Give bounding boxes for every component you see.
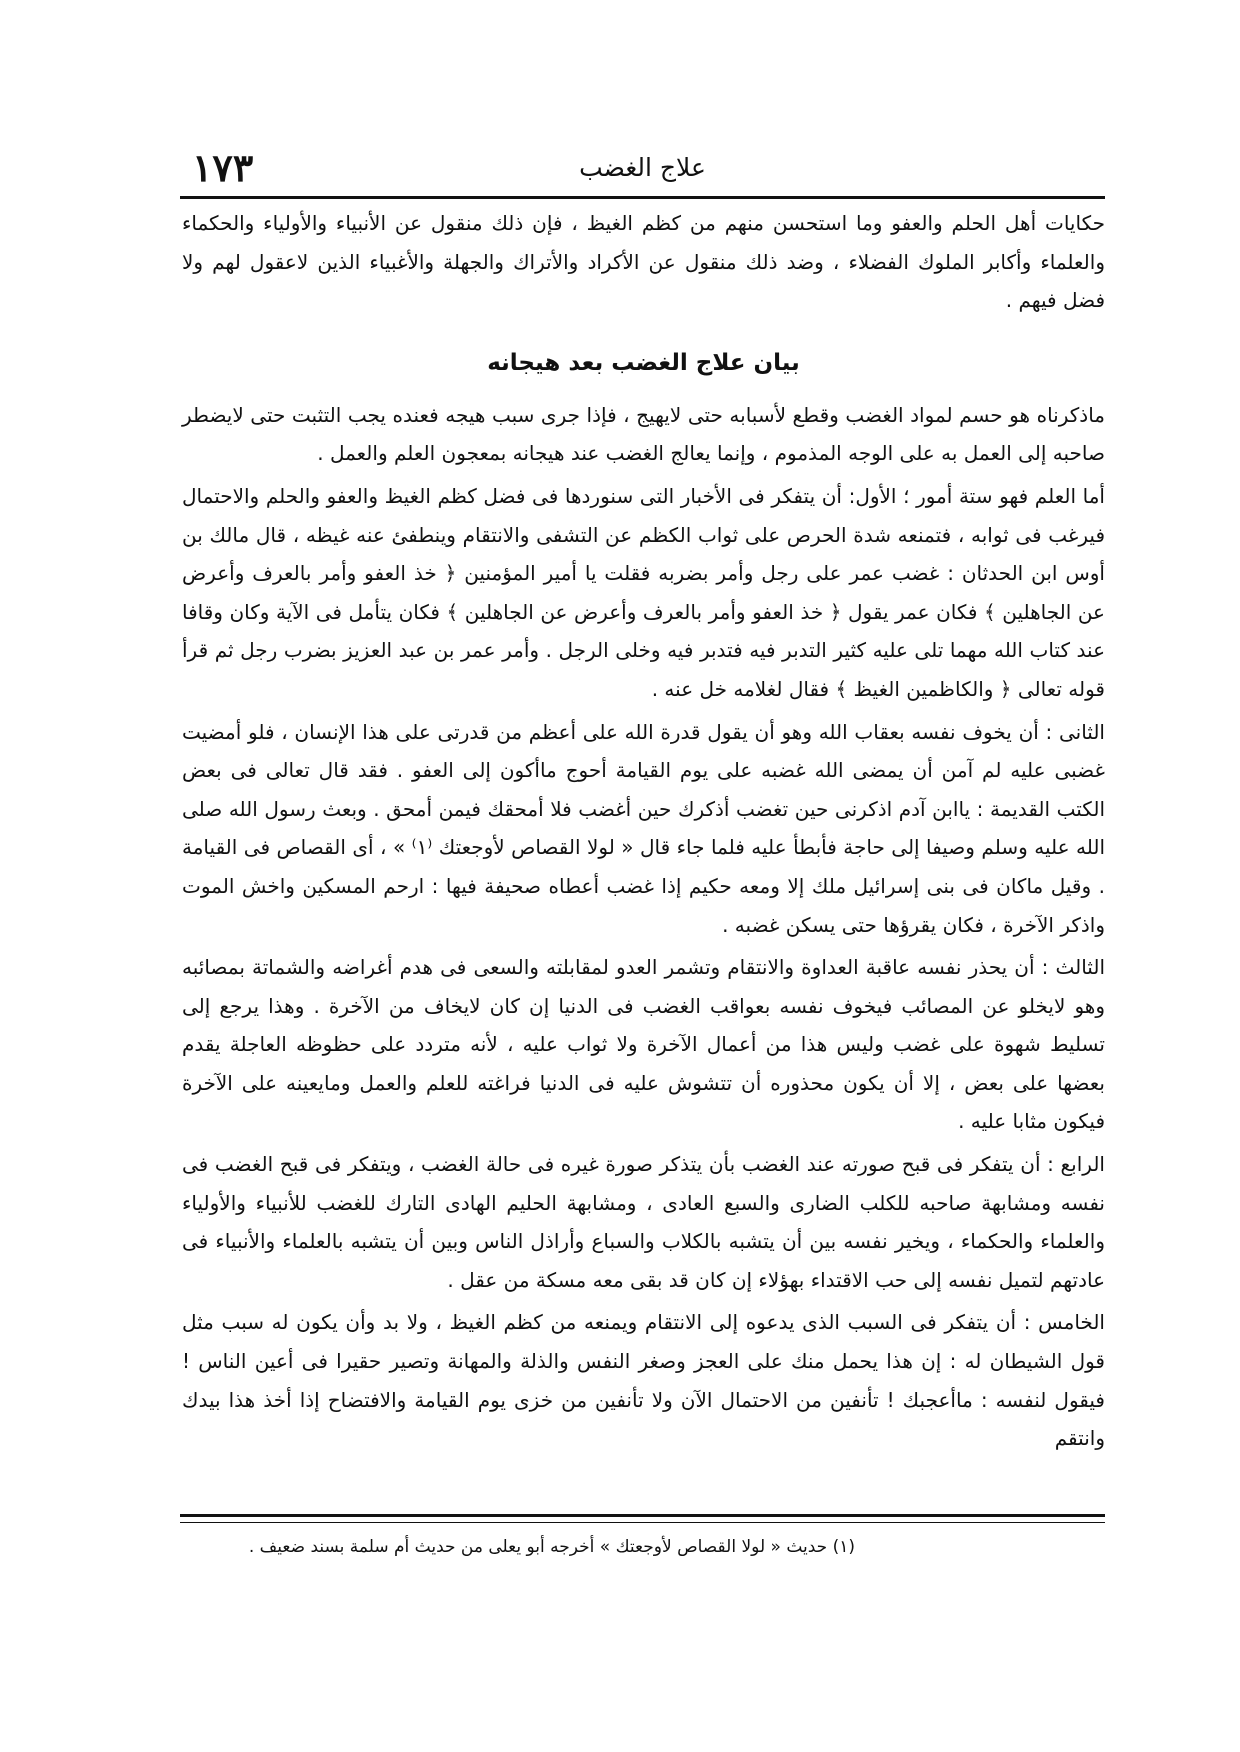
footnote-rule (180, 1514, 1105, 1523)
paragraph-1: ماذكرناه هو حسم لمواد الغضب وقطع لأسبابه حتى لايهيج ، فإذا جرى سبب هيجه فعنده يجب التثبت حتى لايضطر صاحبه إلى العمل به على الوجه المذموم ، وإنما يعالج الغضب عند هيجانه بمعجون العلم والعمل . (182, 402, 1105, 466)
paragraph-3: الثانى : أن يخوف نفسه بعقاب الله وهو أن يقول قدرة الله على أعظم من قدرتى على هذا الإنسان ، فلو أمضيت غضبى عليه لم آمن أن يمضى الله غضبه على يوم القيامة أحوج ماأكون إلى العفو . فقد قال تعالى فى بعض الكتب القديمة : ياابن آدم اذكرنى حين تغضب أذكرك حين أغضب فلا أمحقك فيمن أمحق . وبعث رسول الله صلى الله عليه وسلم وصيفا إلى حاجة فأبطأ عليه فلما جاء قال « لولا القصاص لأوجعتك ⁽١⁾ » ، أى القصاص فى القيامة . وقيل ماكان فى بنى إسرائيل ملك إلا ومعه حكيم إذا غضب أعطاه صحيفة فيها : ارحم المسكين واخش الموت واذكر الآخرة ، فكان يقرؤها حتى يسكن غضبه . (182, 719, 1106, 937)
header-rule (180, 196, 1105, 199)
running-title: علاج الغضب (579, 153, 706, 182)
intro-paragraph: حكايات أهل الحلم والعفو وما استحسن منهم من كظم الغيظ ، فإن ذلك منقول عن الأنبياء والأولياء والحكماء والعلماء وأكابر الملوك الفضلاء ، وضد ذلك منقول عن الأكراد والأتراك والجهلة والأغبياء الذين لاعقول لهم ولا فضل فيهم . (182, 211, 1105, 313)
paragraph-2: أما العلم فهو ستة أمور ؛ الأول: أن يتفكر فى الأخبار التى سنوردها فى فضل كظم الغيظ والعفو والحلم والاحتمال فيرغب فى ثوابه ، فتمنعه شدة الحرص على ثواب الكظم عن التشفى والانتقام وينطفئ عنه غيظه ، قال مالك بن أوس ابن الحدثان : غضب عمر على رجل وأمر بضربه فقلت يا أمير المؤمنين ﴿ خذ العفو وأمر بالعرف وأعرض عن الجاهلين ﴾ فكان عمر يقول ﴿ خذ العفو وأمر بالعرف وأعرض عن الجاهلين ﴾ فكان يتأمل فى الآية وكان وقافا عند كتاب الله مهما تلى عليه كثير التدبر فيه فتدبر فيه وخلى الرجل . وأمر عمر بن عبد العزيز بضرب رجل ثم قرأ قوله تعالى ﴿ والكاظمين الغيظ ﴾ فقال لغلامه خل عنه . (182, 483, 1105, 701)
section-heading: بيان علاج الغضب بعد هيجانه (487, 349, 800, 376)
paragraph-5: الرابع : أن يتفكر فى قبح صورته عند الغضب بأن يتذكر صورة غيره فى حالة الغضب ، ويتفكر فى قبح الغضب فى نفسه ومشابهة صاحبه للكلب الضارى والسبع العادى ، ومشابهة الحليم الهادى التارك للغضب للأنبياء والأولياء والعلماء والحكماء ، ويخير نفسه بين أن يتشبه بالكلاب والسباع وأراذل الناس وبين أن يتشبه بالعلماء والأنبياء فى عادتهم لتميل نفسه إلى حب الاقتداء بهؤلاء إن كان قد بقى معه مسكة من عقل . (182, 1152, 1105, 1292)
paragraph-6: الخامس : أن يتفكر فى السبب الذى يدعوه إلى الانتقام ويمنعه من كظم الغيظ ، ولا بد وأن يكون له سبب مثل قول الشيطان له : إن هذا يحمل منك على العجز وصغر النفس والذلة والمهانة وتصير حقيرا فى أعين الناس ! فيقول لنفسه : ماأعجبك ! تأنفين من الاحتمال الآن ولا تأنفين من خزى يوم القيامة والافتضاح إذا أخذ هذا بيدك وانتقم (182, 1310, 1105, 1451)
footnote: (١) حديث « لولا القصاص لأوجعتك » أخرجه أبو يعلى من حديث أم سلمة بسند ضعيف . (248, 1537, 855, 1557)
page-header (180, 140, 1105, 196)
page-number: ١٧٣ (192, 145, 254, 190)
main-text (182, 204, 1105, 1458)
paragraph-4: الثالث : أن يحذر نفسه عاقبة العداوة والانتقام وتشمر العدو لمقابلته والسعى فى هدم أغراضه والشماتة بمصائبه وهو لايخلو عن المصائب فيخوف نفسه بعواقب الغضب فى الدنيا إن كان لايخاف من الآخرة . وهذا يرجع إلى تسليط شهوة على غضب وليس هذا من أعمال الآخرة ولا ثواب عليه ، لأنه متردد على حظوظه العاجلة يقدم بعضها على بعض ، إلا أن يكون محذوره أن تتشوش عليه فى الدنيا فراغته للعلم والعمل ومايعينه على الآخرة فيكون مثابا عليه . (182, 955, 1105, 1134)
